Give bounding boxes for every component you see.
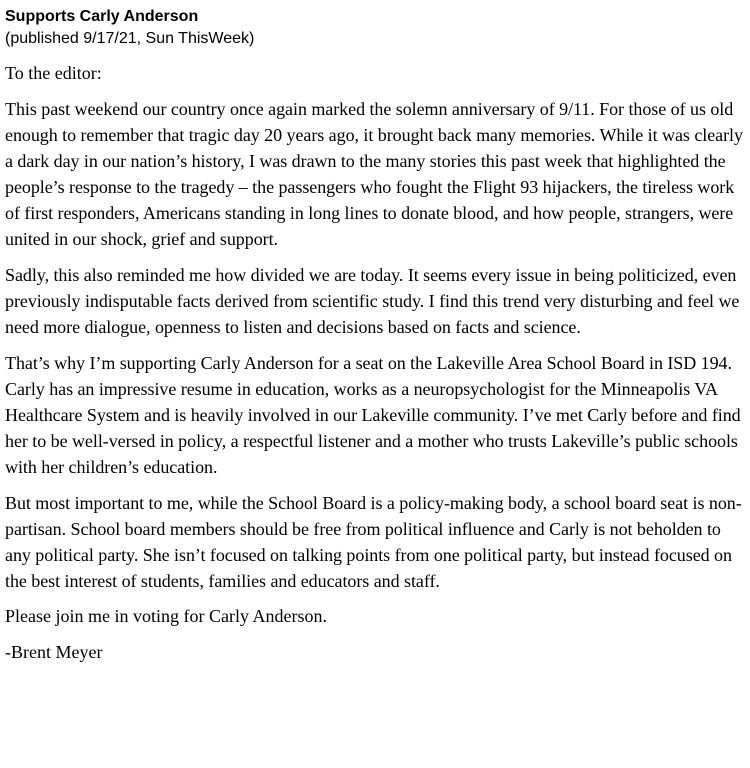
body-paragraph-3: That’s why I’m supporting Carly Anderson for a seat on the Lakeville Area School Board in ISD 194. Carly has an impressive resume in education, works as a neuropsychologist for the Minneapolis VA Healthcare System and is heavily involved in our Lakeville community. I’ve met Carly before and find her to be well-versed in policy, a respectful listener and a mother who trusts Lakeville’s public schools with her children’s education.: [5, 353, 741, 477]
body-paragraph-1: This past weekend our country once again marked the solemn anniversary of 9/11. For those of us old enough to remember that tragic day 20 years ago, it brought back many memories. While it was clearly a dark day in our nation’s history, I was drawn to the many stories this past week that highlighted the people’s response to the tragedy – the passengers who fought the Flight 93 hijackers, the tireless work of first responders, Americans standing in long lines to donate blood, and how people, strangers, were united in our shock, grief and support.: [5, 99, 743, 249]
closing-line: Please join me in voting for Carly Anderson.: [5, 606, 327, 626]
body-paragraph-2: Sadly, this also reminded me how divided we are today. It seems every issue in being politicized, even previously indisputable facts derived from scientific study. I find this trend very disturbing and feel we need more dialogue, openness to listen and decisions based on facts and science.: [5, 265, 740, 337]
publication-info: (published 9/17/21, Sun ThisWeek): [5, 30, 255, 47]
body-paragraph-4: But most important to me, while the School Board is a policy-making body, a school board seat is non-partisan. School board members should be free from political influence and Carly is not beholden to any political party. She isn’t focused on talking points from one political party, but instead focused on the best interest of students, families and educators and staff.: [5, 493, 742, 591]
signature: -Brent Meyer: [5, 642, 103, 662]
letter-title: Supports Carly Anderson: [5, 8, 199, 25]
letter-document: [5, 6, 745, 676]
salutation: To the editor:: [5, 63, 102, 83]
